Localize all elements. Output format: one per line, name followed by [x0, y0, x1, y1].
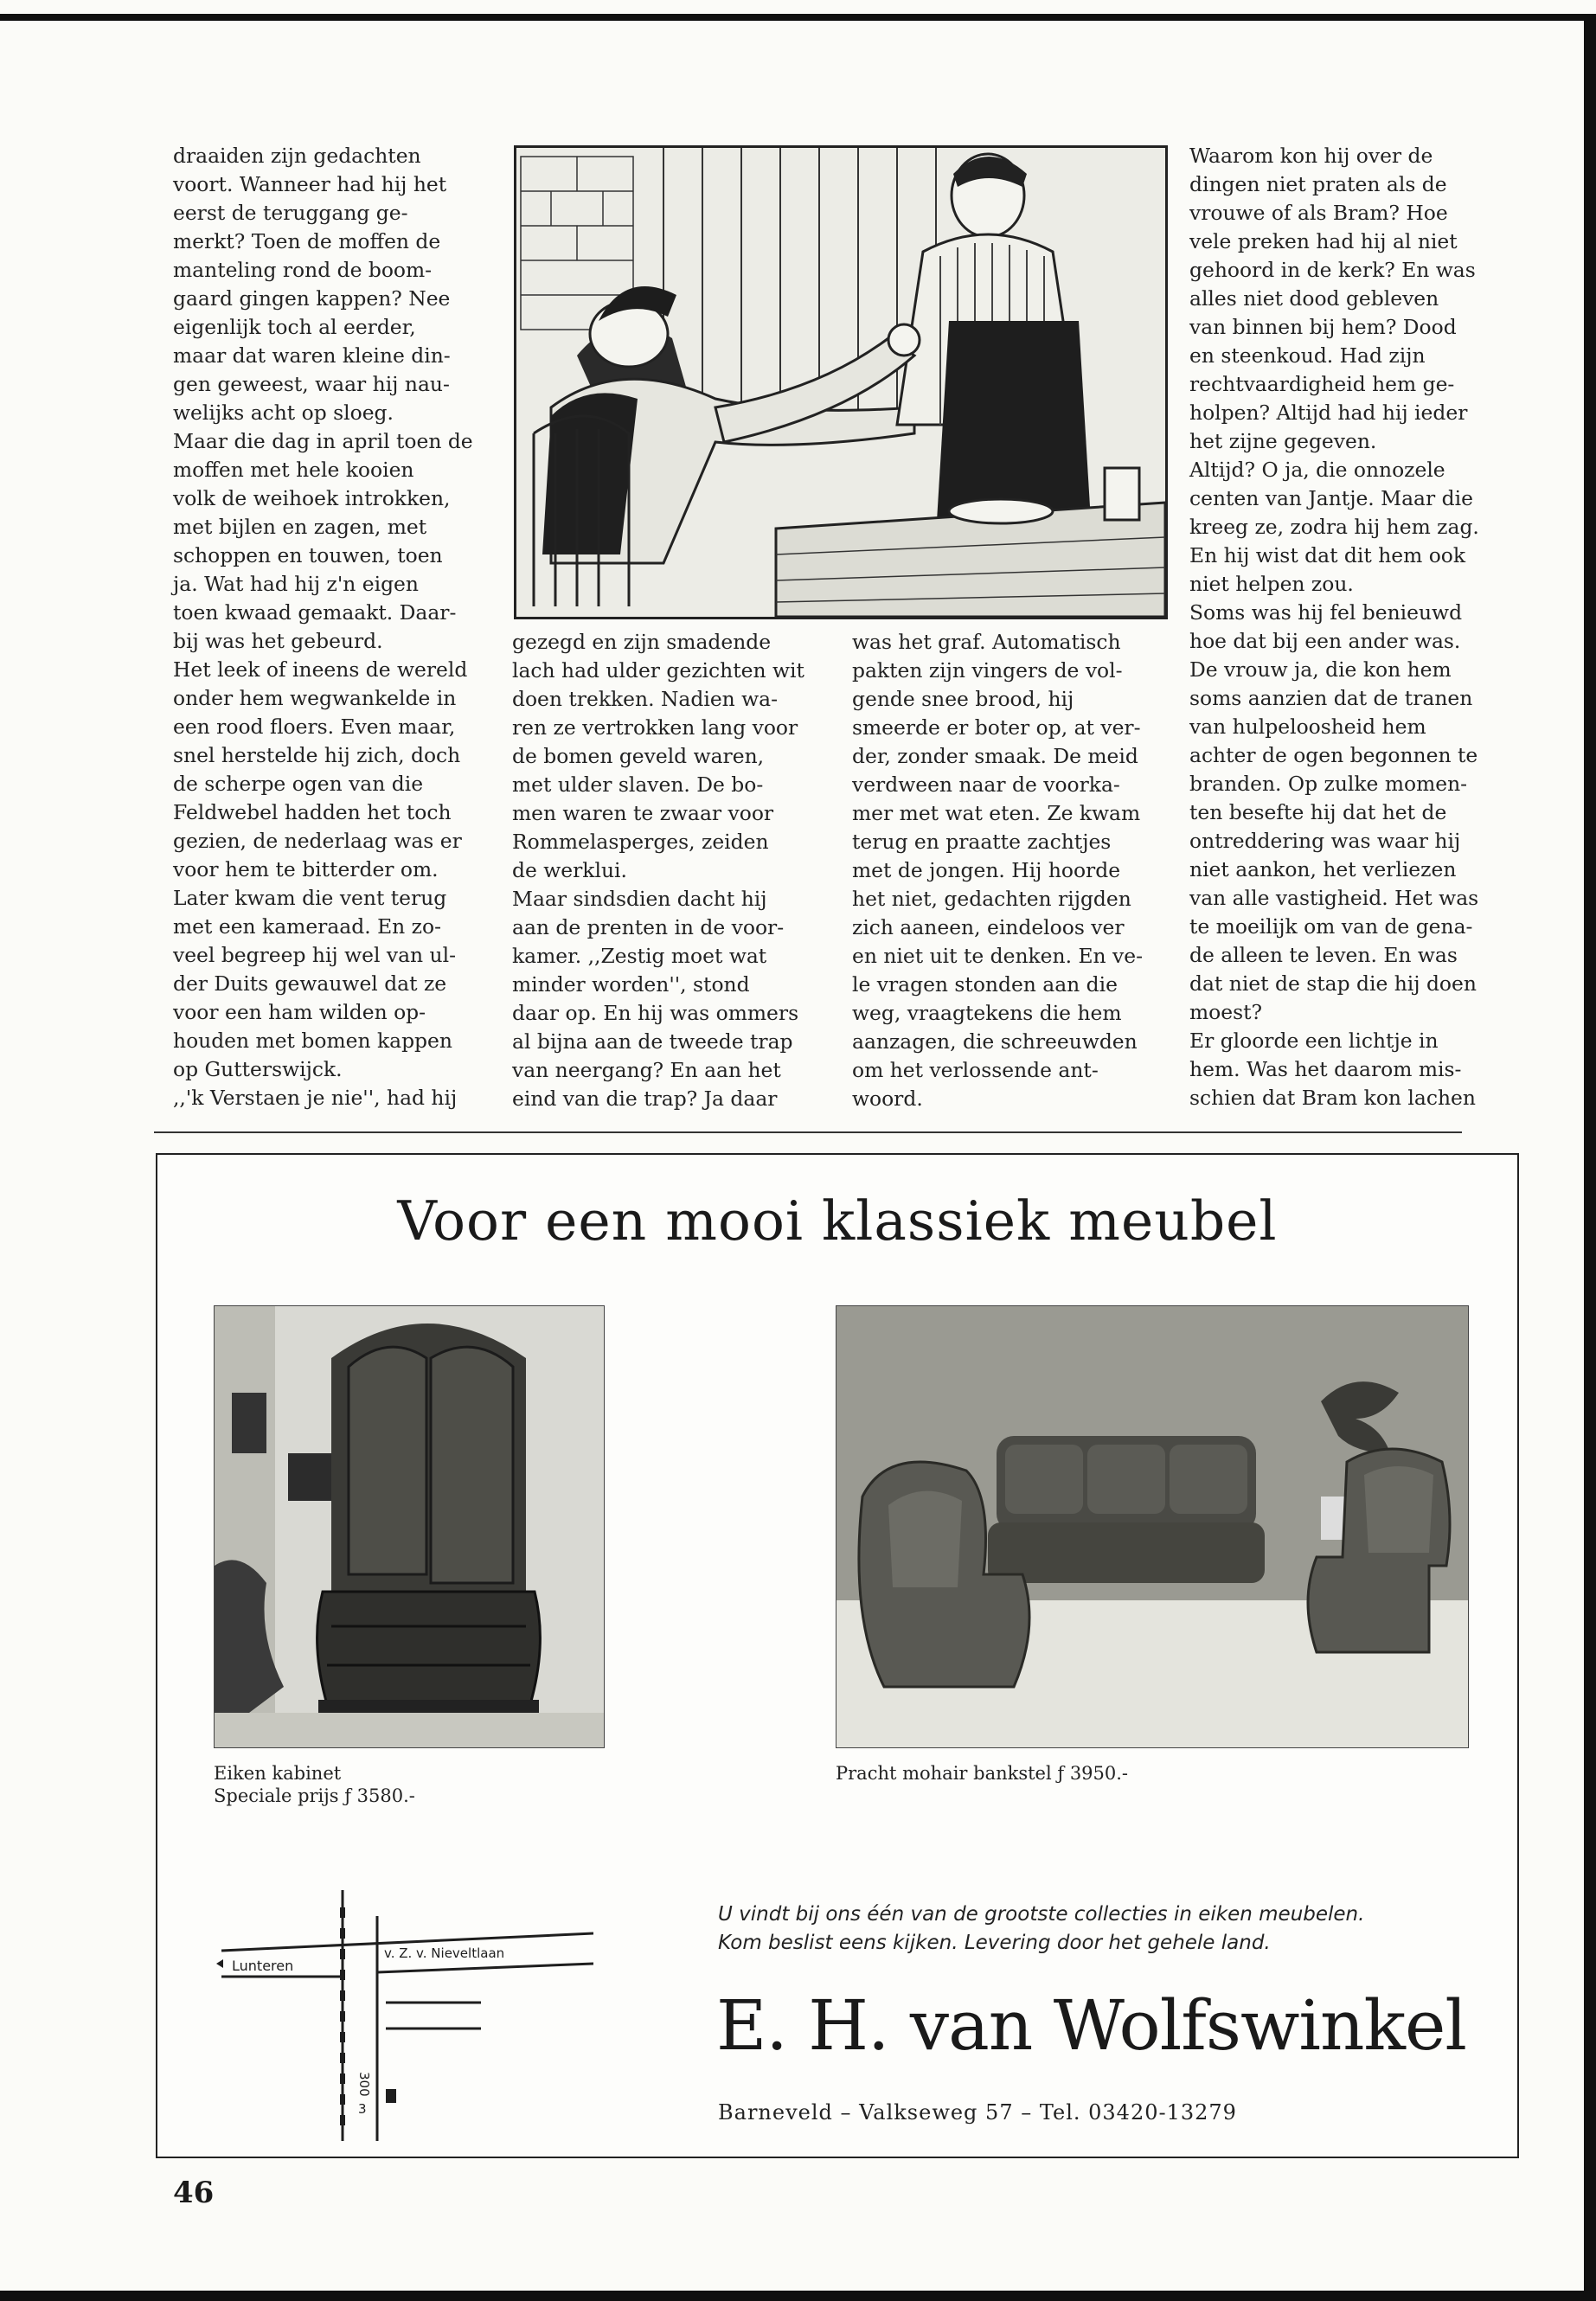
ad-tagline: U vindt bij ons één van de grootste collecties in eiken meubelen. Kom beslist eens kijken. Levering door het gehele land. [718, 1903, 1365, 1954]
page-frame-bottom [0, 2291, 1596, 2301]
article-column-2 [512, 628, 832, 1113]
story-illustration [514, 145, 1168, 619]
map-road-lunteren: Lunteren [232, 1958, 294, 1974]
article-text-column-4: Waarom kon hij over de dingen niet praten als de vrouwe of als Bram? Hoe vele preken had hij al niet gehoord in de kerk? En was alles niet dood gebleven van binnen bij hem? Dood en steenkoud. Had zijn rechtvaardigheid hem ge- holpen? Altijd had hij ieder het zijne gegeven. Altijd? O ja, die onnozele centen van Jantje. Maar die kreeg ze, zodra hij hem zag. En hij wist dat dit hem ook niet helpen zou. Soms was hij fel benieuwd hoe dat bij een ander was. De vrouw ja, die kon hem soms aanzien dat de tranen van hulpeloosheid hem achter de ogen begonnen te branden. Op zulke momen- ten besefte hij dat het de ontreddering was waar hij niet aankon, het verliezen van alle vastigheid. Het was te moeilijk om van de gena- de alleen te leven. En was dat niet de stap die hij doen moest? Er gloorde een lichtje in hem. Was het daarom mis- schien dat Bram kon lachen [1189, 144, 1479, 1110]
article-text-column-3: was het graf. Automatisch pakten zijn vingers de vol- gende snee brood, hij smeerde er boter op, at ver- der, zonder smaak. De meid verdween naar de voorka- mer met wat eten. Ze kwam terug en praatte zachtjes met de jongen. Hij hoorde het niet, gedachten rijgden zich aaneen, eindeloos ver en niet uit te denken. En ve- le vragen stonden aan die weg, vraagtekens die hem aanzagen, die schreeuwden om het verlossende ant- woord. [852, 630, 1143, 1111]
article-text-column-1: draaiden zijn gedachten voort. Wanneer had hij het eerst de teruggang ge- merkt? Toen de moffen de manteling rond de boom- gaard gingen kappen? Nee eigenlijk toch al eerder, maar dat waren kleine din- gen geweest, waar hij nau- welijks acht op sloeg. Maar die dag in april toen de moffen met hele kooien volk de weihoek introkken, met bijlen en zagen, met schoppen en touwen, toen ja. Wat had hij z'n eigen toen kwaad gemaakt. Daar- bij was het gebeurd. Het leek of ineens de wereld onder hem wegwankelde in een rood floers. Even maar, snel herstelde hij zich, doch de scherpe ogen van die Feldwebel hadden het toch gezien, de nederlaag was er voor hem te bitterder om. Later kwam die vent terug met een kameraad. En zo- veel begreep hij wel van ul- der Duits gewauwel dat ze voor een ham wilden op- houden met bomen kappen op Gutterswijck. ,,'k Verstaen je nie'', had hij [173, 144, 473, 1110]
cabinet-caption: Eiken kabinet Speciale prijs ƒ 3580.- [214, 1763, 415, 1806]
ad-headline: Voor een mooi klassiek meubel [397, 1189, 1278, 1253]
article-column-4 [1189, 142, 1509, 1112]
sofa-set-caption: Pracht mohair bankstel ƒ 3950.- [836, 1763, 1129, 1784]
company-name: E. H. van Wolfswinkel [716, 1985, 1466, 2066]
location-map [213, 1890, 593, 2141]
map-road-nieveltlaan: v. Z. v. Nieveltlaan [384, 1945, 505, 1961]
oak-cabinet-photo [214, 1305, 605, 1748]
page-frame-right [1584, 14, 1596, 2301]
article-divider [154, 1131, 1462, 1133]
direction-arrow-icon [216, 1959, 223, 1968]
article-text-column-2: gezegd en zijn smadende lach had ulder gezichten wit doen trekken. Nadien wa- ren ze vertrokken lang voor de bomen geveld waren, met ulder slaven. De bo- men waren te zwaar voor Rommelasperges, zeiden de werklui. Maar sindsdien dacht hij aan de prenten in de voor- kamer. ,,Zestig moet wat minder worden'', stond daar op. En hij was ommers al bijna aan de tweede trap van neergang? En aan het eind van die trap? Ja daar [512, 630, 804, 1111]
furniture-advertisement [156, 1153, 1519, 2158]
map-road-300: 300 [356, 2072, 372, 2097]
shop-location-marker [386, 2089, 396, 2103]
article-column-1 [173, 142, 493, 1112]
article-column-3 [852, 628, 1172, 1113]
page-frame-top [0, 14, 1596, 21]
company-address: Barneveld – Valkseweg 57 – Tel. 03420-13279 [718, 2100, 1237, 2125]
map-road-3: 3 [358, 2101, 367, 2117]
page-number: 46 [173, 2176, 215, 2210]
mohair-sofa-set-photo [836, 1305, 1469, 1748]
